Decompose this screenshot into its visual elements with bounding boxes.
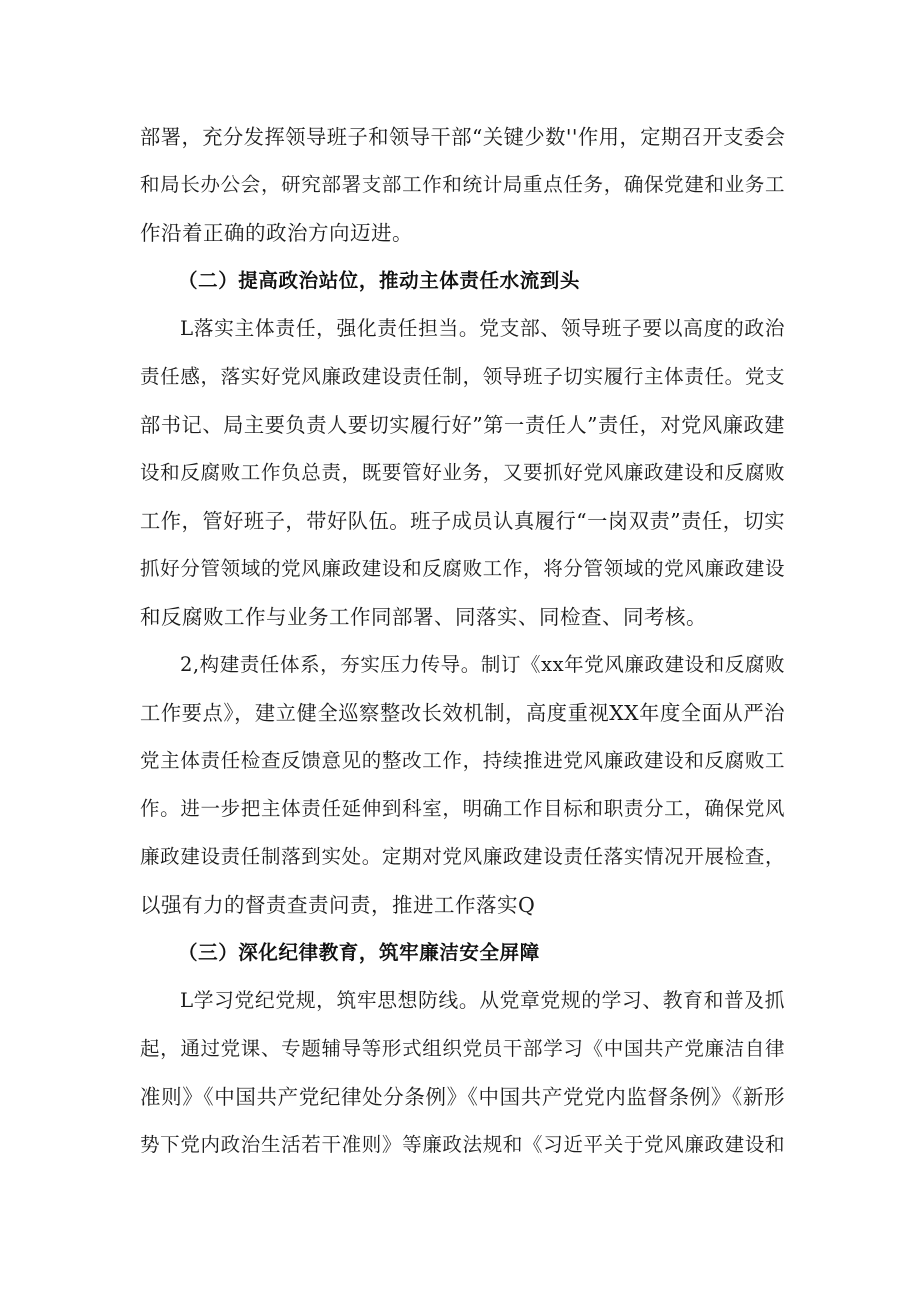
paragraph-line: 工作要点》，建立健全巡察整改长效机制，高度重视XX年度全面从严治 xyxy=(140,701,785,725)
paragraph-line: 和局长办公会，研究部署支部工作和统计局重点任务，确保党建和业务工 xyxy=(140,173,785,196)
paragraph-line: 以强有力的督责查责问责，推进工作落实Q xyxy=(140,893,536,917)
paragraph-line: 起，通过党课、专题辅导等形式组织党员干部学习《中国共产党廉洁自律 xyxy=(140,1037,785,1060)
paragraph-line: 部署，充分发挥领导班子和领导干部“关键少数''作用，定期召开支委会 xyxy=(140,125,786,149)
section-heading: （二）提高政治站位，推动主体责任水流到头 xyxy=(178,269,581,292)
paragraph-line: 设和反腐败工作负总责，既要管好业务，又要抓好党风廉政建设和反腐败 xyxy=(140,461,785,484)
paragraph-line: 作沿着正确的政治方向迈进。 xyxy=(140,221,413,245)
paragraph-line: 部书记、局主要负责人要切实履行好”第一责任人”责任，对党风廉政建 xyxy=(140,413,785,437)
paragraph-line: 廉政建设责任制落到实处。定期对党风廉政建设责任落实情况开展检查， xyxy=(140,845,785,868)
paragraph-line: 势下党内政治生活若干准则》等廉政法规和《习近平关于党风廉政建设和 xyxy=(140,1133,785,1156)
paragraph-line: 责任感，落实好党风廉政建设责任制，领导班子切实履行主体责任。党支 xyxy=(140,365,785,388)
paragraph-line: 抓好分管领域的党风廉政建设和反腐败工作，将分管领域的党风廉政建设 xyxy=(140,557,785,580)
paragraph-line: 作。进一步把主体责任延伸到科室，明确工作目标和职责分工，确保党风 xyxy=(140,797,785,820)
paragraph-line: 和反腐败工作与业务工作同部署、同落实、同检查、同考核。 xyxy=(140,605,707,629)
paragraph-line: L学习党纪党规，筑牢思想防线。从党章党规的学习、教育和普及抓 xyxy=(180,989,785,1012)
paragraph-line: 工作，管好班子，带好队伍。班子成员认真履行“一岗双责”责任，切实 xyxy=(140,509,785,533)
paragraph-line: 党主体责任检查反馈意见的整改工作，持续推进党风廉政建设和反腐败工 xyxy=(140,749,785,772)
paragraph-line: 2,构建责任体系，夯实压力传导。制订《xx年党风廉政建设和反腐败 xyxy=(180,653,785,676)
paragraph-line: L落实主体责任，强化责任担当。党支部、领导班子要以高度的政治 xyxy=(180,317,785,340)
section-heading: （三）深化纪律教育，筑牢廉洁安全屏障 xyxy=(178,941,540,964)
paragraph-line: 准则》《中国共产党纪律处分条例》《中国共产党党内监督条例》《新形 xyxy=(140,1085,785,1109)
